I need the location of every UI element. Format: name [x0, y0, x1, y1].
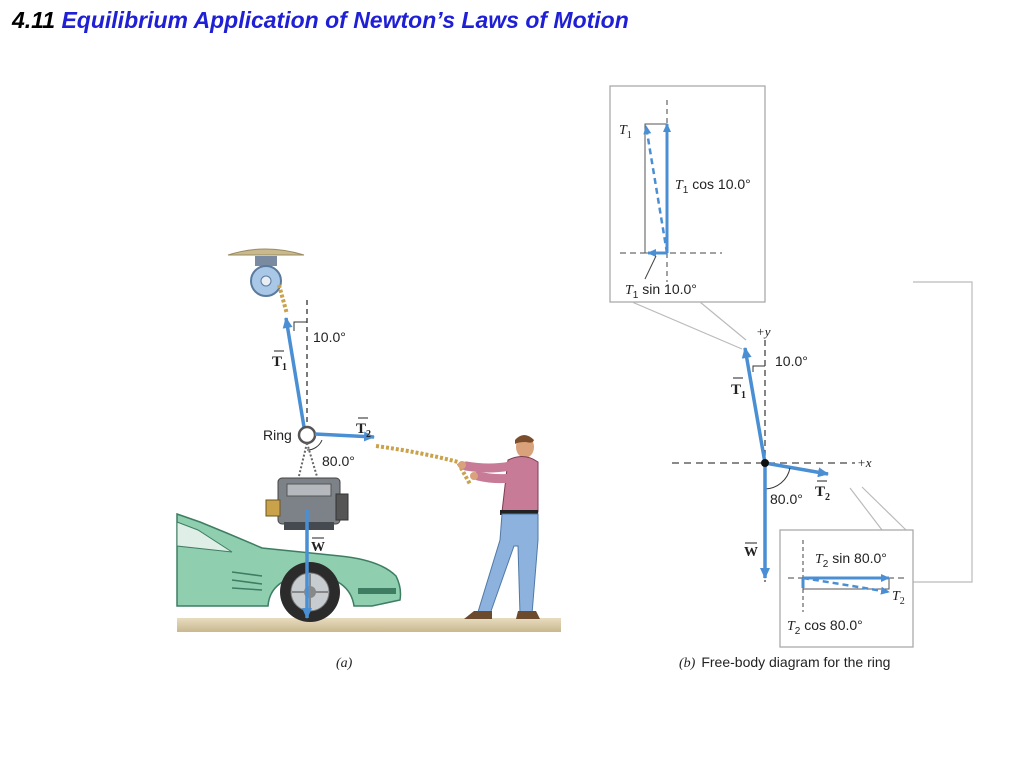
caption-b: (b) Free-body diagram for the ring	[679, 654, 891, 671]
ring-point	[761, 459, 769, 467]
chain-left	[298, 443, 307, 480]
w-label-b: W	[744, 545, 758, 560]
w-label-a: W	[311, 540, 325, 555]
t2-vector-b	[765, 463, 828, 474]
section-number: 4.11	[12, 7, 56, 33]
inset-t2-label: $T_2$	[892, 589, 905, 607]
pulley-hub	[261, 276, 271, 286]
x-axis-label: +x	[857, 455, 872, 470]
angle-bracket-b	[753, 366, 765, 372]
t1-label-b: $T_1$	[731, 382, 747, 401]
inset-bottom-callout-left	[850, 488, 882, 530]
inset-bottom-callout-right	[862, 487, 906, 530]
t1-vector-a	[286, 318, 304, 427]
caption-a: (a)	[336, 656, 353, 671]
angle-t2-label-b: 80.0°	[770, 491, 803, 507]
section-title: Equilibrium Application of Newton’s Laws of Motion	[61, 7, 629, 33]
rope-pull	[376, 446, 470, 484]
ring	[299, 427, 315, 443]
inset-top-callout-left	[632, 302, 742, 349]
t1-label-a: $T_1$	[272, 354, 288, 373]
inset-t1-label: $T_1$	[619, 123, 632, 141]
angle-t2-label-a: 80.0°	[322, 453, 355, 469]
inset-t1-cos-label: $T_1$ cos 10.0°	[675, 176, 751, 196]
t2-label-a: $T_2$	[356, 421, 372, 440]
t1-vector-b	[745, 348, 765, 463]
ring-label: Ring	[263, 427, 292, 443]
rope-upper	[279, 285, 287, 314]
inset-t2-sin-label: $T_2$ sin 80.0°	[815, 550, 887, 570]
man-pulling-rope	[458, 435, 540, 619]
inset-t2-cos-label: $T_2$ cos 80.0°	[787, 617, 863, 637]
floor	[177, 618, 561, 632]
inset-t1-sin-label: $T_1$ sin 10.0°	[625, 281, 697, 301]
angle-bracket-a	[294, 322, 307, 331]
y-axis-label: +y	[756, 324, 771, 339]
pulley-bracket	[255, 256, 277, 266]
angle-t1-label-a: 10.0°	[313, 329, 346, 345]
car	[177, 514, 401, 622]
figure-a	[177, 249, 561, 671]
chain-right	[307, 443, 318, 480]
inset-bottom-bracket	[913, 282, 972, 582]
ceiling-mount	[228, 249, 304, 255]
angle-t1-label-b: 10.0°	[775, 353, 808, 369]
figure-b	[610, 86, 972, 671]
angle-arc-b	[765, 468, 790, 489]
t2-label-b: $T_2$	[815, 484, 831, 503]
